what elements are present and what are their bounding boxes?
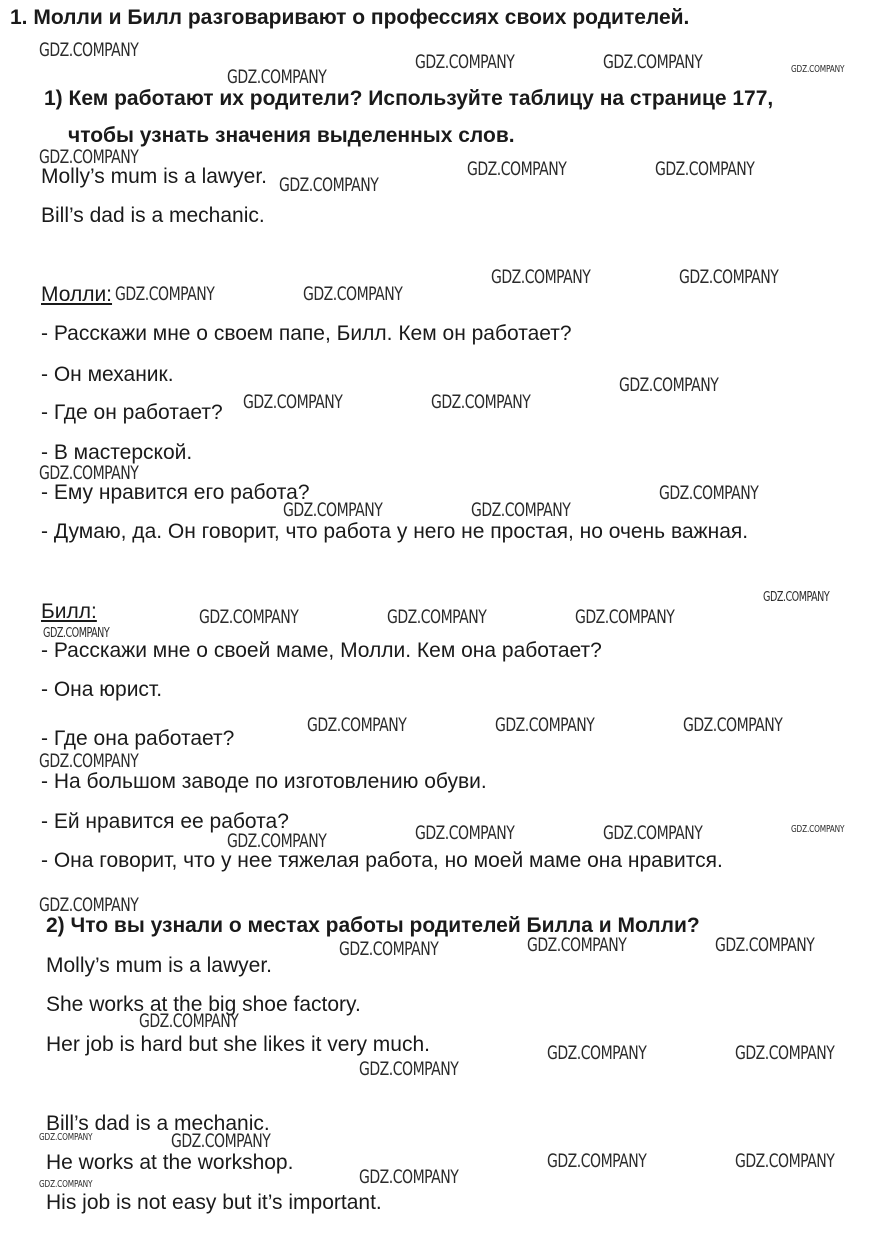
watermark: GDZ.COMPANY [467, 158, 567, 180]
watermark: GDZ.COMPANY [243, 391, 343, 413]
watermark: GDZ.COMPANY [115, 283, 215, 305]
watermark: GDZ.COMPANY [715, 934, 815, 956]
intro-line-1: Molly’s mum is a lawyer. [41, 165, 267, 188]
watermark: GDZ.COMPANY [39, 462, 139, 484]
watermark: GDZ.COMPANY [547, 1042, 647, 1064]
watermark: GDZ.COMPANY [39, 1179, 93, 1190]
answer-line: Bill’s dad is a mechanic. [46, 1112, 270, 1135]
watermark: GDZ.COMPANY [139, 1010, 239, 1032]
watermark: GDZ.COMPANY [359, 1058, 459, 1080]
watermark: GDZ.COMPANY [735, 1150, 835, 1172]
watermark: GDZ.COMPANY [359, 1166, 459, 1188]
watermark: GDZ.COMPANY [415, 822, 515, 844]
watermark: GDZ.COMPANY [495, 714, 595, 736]
question-2: 2) Что вы узнали о местах работы родителей Билла и Молли? [46, 914, 700, 937]
watermark: GDZ.COMPANY [39, 146, 139, 168]
dialog-line: - Он механик. [41, 363, 174, 386]
intro-line-2: Bill’s dad is a mechanic. [41, 204, 265, 227]
watermark: GDZ.COMPANY [763, 590, 830, 605]
answer-line: Molly’s mum is a lawyer. [46, 954, 272, 977]
watermark: GDZ.COMPANY [603, 51, 703, 73]
watermark: GDZ.COMPANY [547, 1150, 647, 1172]
watermark: GDZ.COMPANY [491, 266, 591, 288]
dialog-line: - В мастерской. [41, 441, 193, 464]
watermark: GDZ.COMPANY [227, 66, 327, 88]
dialog-line: - На большом заводе по изготовлению обуви. [41, 770, 487, 793]
watermark: GDZ.COMPANY [339, 938, 439, 960]
watermark: GDZ.COMPANY [619, 374, 719, 396]
dialog-line: - Ей нравится ее работа? [41, 810, 289, 833]
watermark: GDZ.COMPANY [791, 64, 845, 75]
dialog-line: - Расскажи мне о своей маме, Молли. Кем она работает? [41, 639, 602, 662]
answer-line: Her job is hard but she likes it very much. [46, 1033, 430, 1056]
watermark: GDZ.COMPANY [415, 51, 515, 73]
speaker-molly: Молли: [41, 283, 113, 306]
watermark: GDZ.COMPANY [527, 934, 627, 956]
answer-line: She works at the big shoe factory. [46, 993, 361, 1016]
watermark: GDZ.COMPANY [199, 606, 299, 628]
dialog-line: - Она юрист. [41, 678, 163, 701]
watermark: GDZ.COMPANY [683, 714, 783, 736]
watermark: GDZ.COMPANY [227, 830, 327, 852]
dialog-line: - Думаю, да. Он говорит, что работа у него не простая, но очень важная. [41, 520, 749, 543]
dialog-line: - Она говорит, что у нее тяжелая работа, но моей маме она нравится. [41, 849, 723, 872]
watermark: GDZ.COMPANY [279, 174, 379, 196]
answer-line: His job is not easy but it’s important. [46, 1191, 382, 1214]
watermark: GDZ.COMPANY [171, 1130, 271, 1152]
watermark: GDZ.COMPANY [39, 750, 139, 772]
watermark: GDZ.COMPANY [39, 39, 139, 61]
watermark: GDZ.COMPANY [431, 391, 531, 413]
watermark: GDZ.COMPANY [307, 714, 407, 736]
question-1-line-1: 1) Кем работают их родители? Используйте таблицу на странице 177, [44, 87, 774, 110]
watermark: GDZ.COMPANY [575, 606, 675, 628]
watermark: GDZ.COMPANY [679, 266, 779, 288]
dialog-line: - Где она работает? [41, 727, 235, 750]
answer-line: He works at the workshop. [46, 1151, 294, 1174]
question-1-line-2: чтобы узнать значения выделенных слов. [68, 124, 515, 147]
watermark: GDZ.COMPANY [39, 894, 139, 916]
watermark: GDZ.COMPANY [43, 626, 110, 641]
dialog-line: - Расскажи мне о своем папе, Билл. Кем он работает? [41, 322, 572, 345]
watermark: GDZ.COMPANY [735, 1042, 835, 1064]
watermark: GDZ.COMPANY [659, 482, 759, 504]
watermark: GDZ.COMPANY [791, 824, 845, 835]
watermark: GDZ.COMPANY [283, 499, 383, 521]
task-heading: 1. Молли и Билл разговаривают о профессиях своих родителей. [10, 6, 690, 29]
dialog-line: - Ему нравится его работа? [41, 481, 310, 504]
watermark: GDZ.COMPANY [387, 606, 487, 628]
watermark: GDZ.COMPANY [603, 822, 703, 844]
watermark: GDZ.COMPANY [303, 283, 403, 305]
watermark: GDZ.COMPANY [655, 158, 755, 180]
watermark: GDZ.COMPANY [39, 1132, 93, 1143]
dialog-line: - Где он работает? [41, 401, 223, 424]
speaker-bill: Билл: [41, 600, 97, 623]
watermark: GDZ.COMPANY [471, 499, 571, 521]
